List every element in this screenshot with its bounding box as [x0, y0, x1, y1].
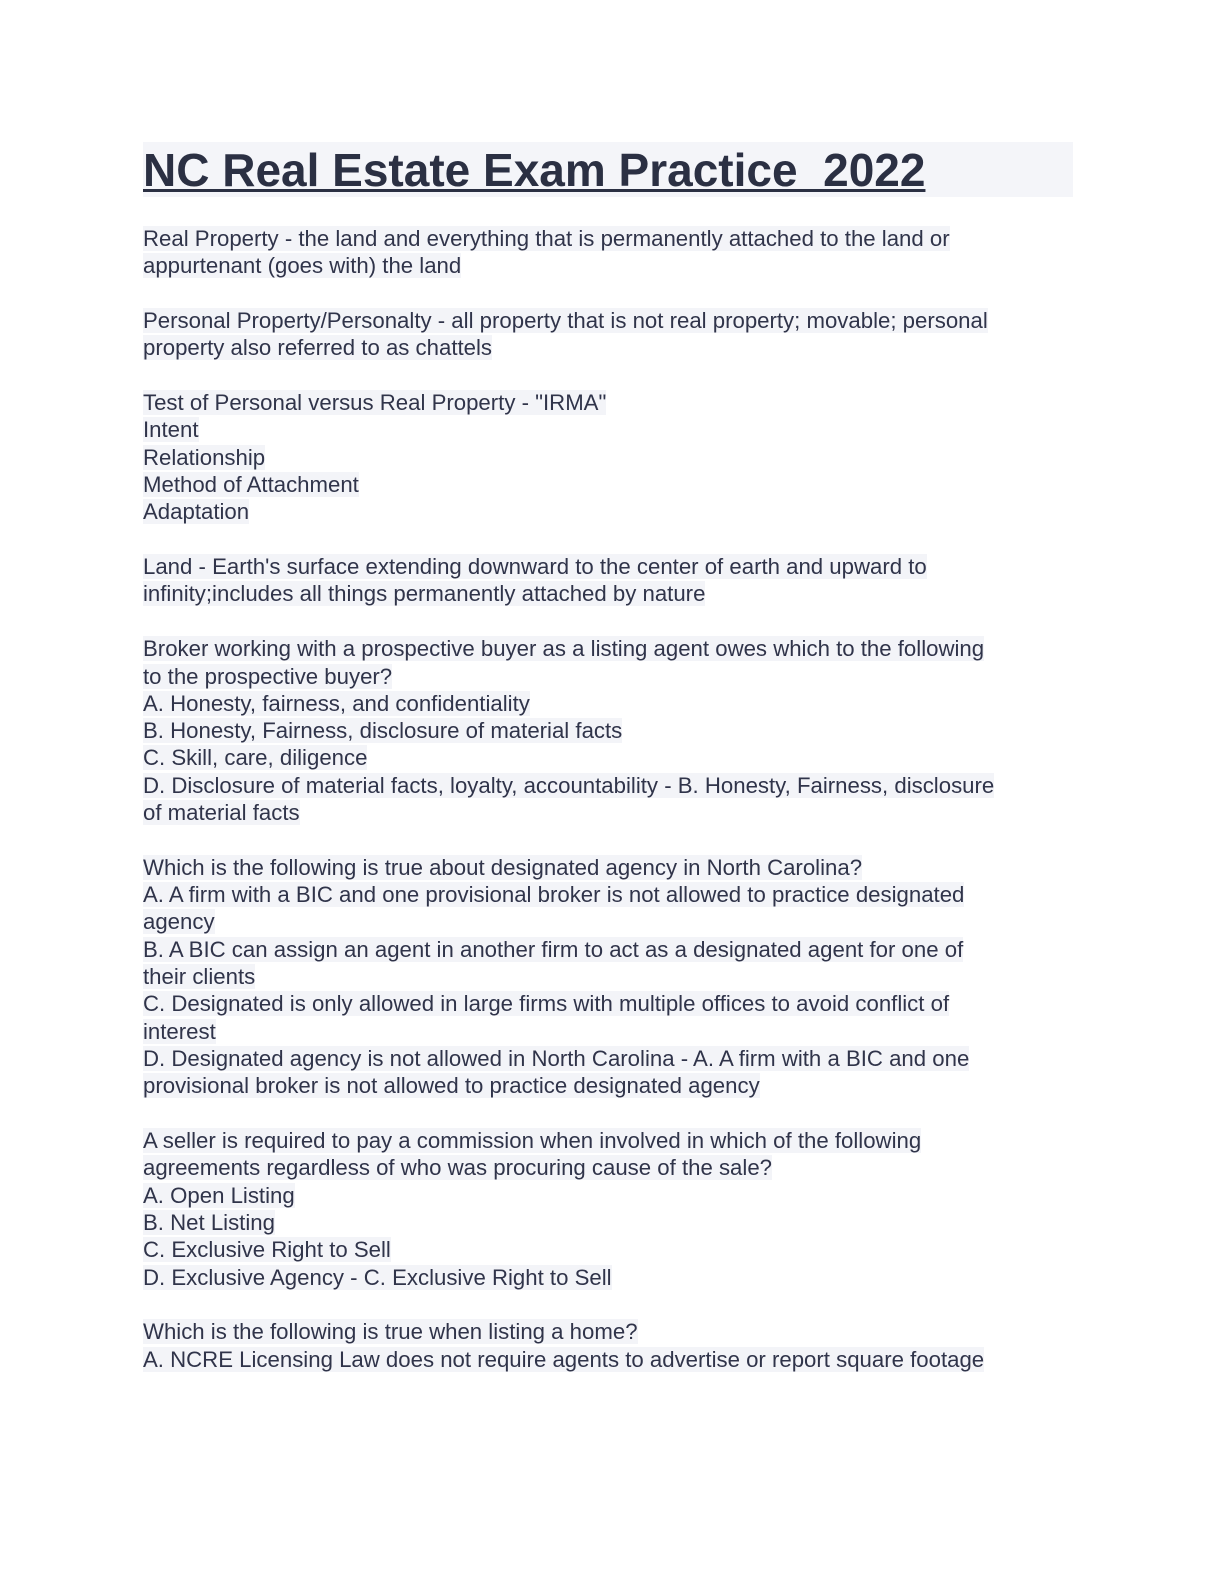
text-block: [143, 225, 1073, 280]
text-line: [143, 908, 1073, 935]
line-text: infinity;includes all things permanently attached by nature: [143, 581, 706, 607]
line-text: C. Exclusive Right to Sell: [143, 1237, 391, 1263]
line-text: Test of Personal versus Real Property - "IRMA": [143, 390, 607, 416]
text-line: [143, 1127, 1073, 1154]
text-line: [143, 252, 1073, 279]
text-line: [143, 799, 1073, 826]
text-line: [143, 1209, 1073, 1236]
text-block: [143, 1127, 1073, 1291]
line-text: Relationship: [143, 444, 266, 470]
line-text: Which is the following is true about designated agency in North Carolina?: [143, 854, 863, 880]
line-text: Adaptation: [143, 499, 250, 525]
line-text: Which is the following is true when listing a home?: [143, 1319, 638, 1345]
line-text: Real Property - the land and everything that is permanently attached to the land or: [143, 226, 950, 251]
text-line: [143, 553, 1073, 580]
text-line: [143, 854, 1073, 881]
line-text: A seller is required to pay a commission when involved in which of the following: [143, 1128, 922, 1154]
text-block: [143, 635, 1073, 826]
line-text: Personal Property/Personalty - all property that is not real property; movable; personal: [143, 308, 988, 334]
line-text: D. Designated agency is not allowed in North Carolina - A. A firm with a BIC and one: [143, 1045, 970, 1071]
line-text: B. Net Listing: [143, 1209, 275, 1235]
line-text: D. Exclusive Agency - C. Exclusive Right to Sell: [143, 1264, 612, 1290]
line-text: C. Skill, care, diligence: [143, 745, 368, 771]
line-text: A. A firm with a BIC and one provisional broker is not allowed to practice designated: [143, 882, 965, 908]
line-text: A. Honesty, fairness, and confidentiality: [143, 690, 530, 716]
text-line: [143, 334, 1073, 361]
line-text: provisional broker is not allowed to practice designated agency: [143, 1073, 760, 1099]
line-text: Method of Attachment: [143, 472, 359, 498]
text-line: [143, 936, 1073, 963]
text-block: [143, 553, 1073, 608]
title-highlight: [143, 142, 1073, 197]
text-line: [143, 717, 1073, 744]
text-line: [143, 1346, 1073, 1373]
text-line: [143, 635, 1073, 662]
document-title: NC Real Estate Exam Practice 2022: [143, 144, 926, 196]
line-text: interest: [143, 1018, 216, 1044]
text-line: [143, 881, 1073, 908]
line-text: B. A BIC can assign an agent in another firm to act as a designated agent for one of: [143, 936, 964, 962]
line-text: their clients: [143, 964, 256, 990]
text-line: [143, 744, 1073, 771]
text-line: [143, 1072, 1073, 1099]
line-text: agreements regardless of who was procuring cause of the sale?: [143, 1155, 772, 1181]
text-block: [143, 307, 1073, 362]
line-text: C. Designated is only allowed in large firms with multiple offices to avoid conflict of: [143, 991, 950, 1017]
line-text: Land - Earth's surface extending downward to the center of earth and upward to: [143, 554, 927, 580]
text-line: [143, 389, 1073, 416]
text-line: [143, 1154, 1073, 1181]
text-line: [143, 1264, 1073, 1291]
line-text: to the prospective buyer?: [143, 663, 393, 689]
text-line: [143, 1318, 1073, 1345]
line-text: of material facts: [143, 800, 300, 826]
line-text: D. Disclosure of material facts, loyalty, accountability - B. Honesty, Fairness, disclosure: [143, 772, 995, 798]
text-line: [143, 1182, 1073, 1209]
document-body: [143, 225, 1073, 1400]
text-line: [143, 1018, 1073, 1045]
text-line: [143, 471, 1073, 498]
line-text: Intent: [143, 417, 199, 443]
line-text: agency: [143, 909, 215, 935]
line-text: property also referred to as chattels: [143, 335, 493, 361]
line-text: B. Honesty, Fairness, disclosure of material facts: [143, 718, 623, 744]
line-text: Broker working with a prospective buyer as a listing agent owes which to the following: [143, 636, 985, 662]
line-text: A. Open Listing: [143, 1182, 295, 1208]
text-block: [143, 1318, 1073, 1373]
text-line: [143, 963, 1073, 990]
text-line: [143, 690, 1073, 717]
text-line: [143, 498, 1073, 525]
text-line: [143, 307, 1073, 334]
text-line: [143, 225, 1073, 252]
text-line: [143, 990, 1073, 1017]
text-line: [143, 772, 1073, 799]
text-line: [143, 416, 1073, 443]
text-block: [143, 389, 1073, 525]
text-line: [143, 1236, 1073, 1263]
text-line: [143, 663, 1073, 690]
text-line: [143, 580, 1073, 607]
line-text: A. NCRE Licensing Law does not require agents to advertise or report square footage: [143, 1346, 985, 1372]
text-line: [143, 444, 1073, 471]
text-line: [143, 1045, 1073, 1072]
line-text: appurtenant (goes with) the land: [143, 253, 462, 279]
text-block: [143, 854, 1073, 1100]
